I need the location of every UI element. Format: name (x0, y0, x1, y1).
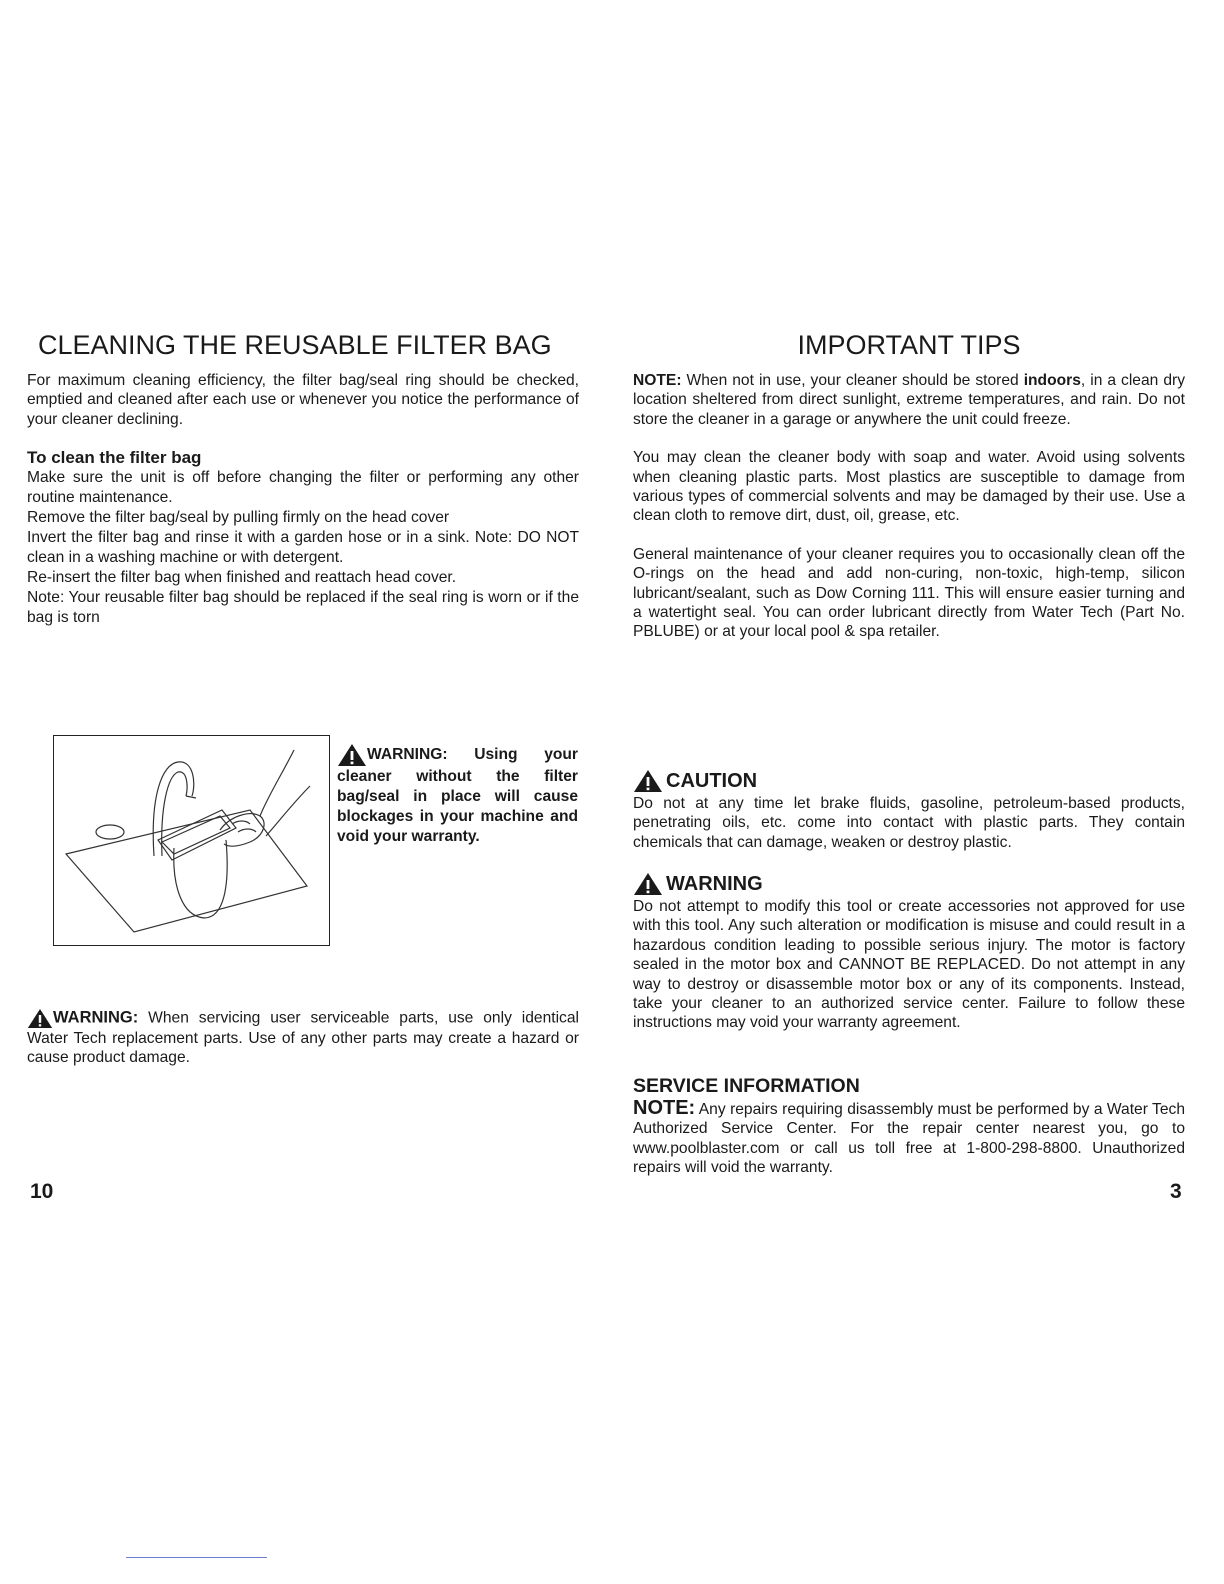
filter-intro: For maximum cleaning efficiency, the filter bag/seal ring should be checked, emptied and cleaned after each use or whenever you notice the performance of your cleaner declining. (27, 372, 579, 428)
warning-triangle-icon (27, 1008, 53, 1029)
filter-step-4: Re-insert the filter bag when finished and reattach head cover. (27, 569, 457, 587)
caution-section (633, 768, 1185, 852)
warning-triangle-icon (633, 769, 663, 793)
bottom-warning-text: When servicing user serviceable parts, use only identical Water Tech replacement parts. Use of any other parts may create a hazard or cause product damage. (27, 1009, 579, 1067)
page-number-left: 10 (30, 1180, 54, 1203)
filter-subheading: To clean the filter bag (27, 448, 202, 468)
right-page (633, 330, 1185, 642)
cleaning-body-para: You may clean the cleaner body with soap and water. Avoid using solvents when cleaning plastic parts. Most plastics are susceptible to damage from various types of commercial solvents and may be damaged by their use. Use a clean cloth to remove dirt, dust, oil, grease, etc. (633, 449, 1185, 525)
bottom-warning-lead: WARNING: (53, 1008, 139, 1027)
filter-step-5: Note: Your reusable filter bag should be replaced if the seal ring is worn or if the bag is torn (27, 589, 579, 627)
footer-rule (126, 1557, 267, 1558)
storage-note (633, 371, 1185, 429)
spacer (633, 526, 1185, 545)
figure-warning (337, 743, 578, 847)
figure-warning-text: WARNING: Using your cleaner without the filter bag/seal in place will cause blockages in your machine and void your warranty. (337, 746, 578, 845)
left-page (27, 330, 579, 628)
right-page-title: IMPORTANT TIPS (797, 330, 1021, 360)
replacement-parts-warning (27, 1008, 579, 1068)
spacer (633, 429, 1185, 448)
filter-step-3: Invert the filter bag and rinse it with a garden hose or in a sink. Note: DO NOT clean in a washing machine or with detergent. (27, 529, 579, 567)
service-note-lead: NOTE: (633, 1097, 696, 1119)
note-text-2: , in a clean dry location sheltered from direct sunlight, extreme temperatures, and rain. Do not store the cleaner in a garage or anywhere the unit could freeze. (633, 372, 1185, 428)
sink-illustration (53, 735, 330, 946)
left-page-title: CLEANING THE REUSABLE FILTER BAG (38, 330, 552, 360)
warning-triangle-icon (337, 743, 367, 767)
warning-triangle-icon (633, 872, 663, 896)
warning-title: WARNING (666, 873, 763, 895)
note-bold: indoors (1023, 372, 1081, 389)
figure-section (53, 735, 578, 950)
filter-step-1: Make sure the unit is off before changing the filter or performing any other routine maintenance. (27, 469, 579, 507)
note-text-1: When not in use, your cleaner should be stored (681, 372, 1024, 389)
caution-text: Do not at any time let brake fluids, gasoline, petroleum-based products, penetrating oils, etc. come into contact with plastic parts. They contain chemicals that can damage, weaken or destroy plastic. (633, 795, 1185, 851)
page-number-right: 3 (1170, 1180, 1182, 1203)
service-text: Any repairs requiring disassembly must be performed by a Water Tech Authorized Service Center. For the repair center nearest you, go to www.poolblaster.com or call us toll free at 1-800-298-8800. Unauthorized repairs will void the warranty. (633, 1101, 1185, 1177)
maintenance-para: General maintenance of your cleaner requires you to occasionally clean off the O-rings on the head and add non-curing, non-toxic, high-temp, silicon lubricant/sealant, such as Dow Corning 111. This will ensure easier turning and a watertight seal. You can order lubricant directly from Water Tech (Part No. PBLUBE) or at your local pool & spa retailer. (633, 545, 1185, 641)
service-title: SERVICE INFORMATION (633, 1075, 860, 1097)
spacer (27, 429, 579, 448)
sink-rinse-illustration-icon (54, 736, 328, 944)
service-text-para (633, 1099, 1185, 1178)
filter-step-2: Remove the filter bag/seal by pulling firmly on the head cover (27, 509, 450, 527)
note-lead: NOTE: (633, 372, 682, 389)
motor-warning-section (633, 871, 1185, 1033)
warning-text: Do not attempt to modify this tool or create accessories not approved for use with this tool. Any such alteration or modification is misuse and could result in a hazardous condition leading to possible serious injury. The motor is factory sealed in the motor box and CANNOT BE REPLACED. Do not attempt in any way to destroy or disassemble motor box or any of its components. Instead, take your cleaner to an authorized service center. Failure to follow these instructions may void your warranty agreement. (633, 898, 1185, 1032)
caution-title: CAUTION (666, 770, 758, 792)
service-information-section (633, 1073, 1185, 1178)
